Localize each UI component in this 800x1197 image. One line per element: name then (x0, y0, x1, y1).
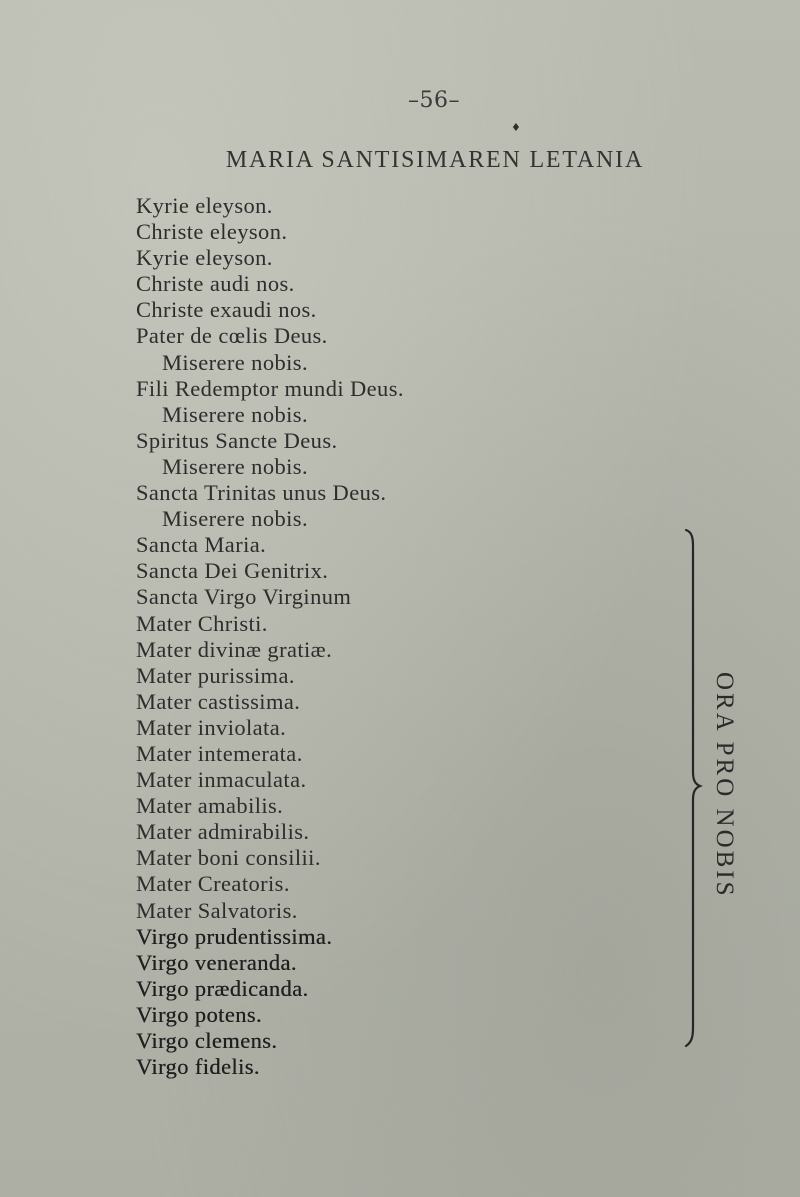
litany-response-line: Miserere nobis. (162, 506, 308, 532)
litany-response-line: Miserere nobis. (162, 401, 308, 427)
litany-line: Mater inviolata. (136, 714, 287, 740)
litany-line: Pater de cœlis Deus. (136, 323, 328, 349)
litany-line: Mater boni consilii. (136, 845, 321, 871)
litany-line: Mater Salvatoris. (136, 897, 298, 923)
litany-line: Sancta Trinitas unus Deus. (136, 480, 387, 506)
litany-list (136, 193, 404, 1080)
litany-line: Sancta Maria. (136, 532, 267, 558)
litany-line: Sancta Virgo Virginum (136, 584, 352, 610)
page-title: MARIA SANTISIMAREN LETANIA (225, 147, 645, 173)
litany-line: Virgo veneranda. (136, 949, 297, 975)
litany-line: Virgo fidelis. (136, 1054, 260, 1080)
litany-line: Virgo prudentissima. (136, 923, 333, 949)
litany-line: Fili Redemptor mundi Deus. (136, 375, 404, 401)
page-number-dash-left: – (408, 88, 420, 113)
litany-line: Mater castissima. (136, 688, 301, 714)
litany-line: Mater Christi. (136, 610, 268, 636)
litany-line: Spiritus Sancte Deus. (136, 427, 338, 453)
litany-response-line: Miserere nobis. (162, 453, 308, 479)
litany-line: Virgo prædicanda. (136, 975, 309, 1001)
litany-line: Mater purissima. (136, 662, 295, 688)
litany-line: Mater amabilis. (136, 793, 284, 819)
litany-line: Mater inmaculata. (136, 767, 307, 793)
ora-pro-nobis-label: ORA PRO NOBIS (711, 672, 738, 899)
page-number-dash-right: – (448, 88, 460, 113)
litany-line: Mater admirabilis. (136, 819, 310, 845)
litany-line: Christe eleyson. (136, 219, 288, 245)
litany-line: Christe exaudi nos. (136, 297, 317, 323)
ornament-icon: ♦ (511, 121, 521, 134)
litany-line: Virgo clemens. (136, 1028, 278, 1053)
page-number (398, 88, 470, 113)
litany-response-line: Miserere nobis. (162, 349, 308, 375)
litany-line: Sancta Dei Genitrix. (136, 558, 329, 584)
litany-line: Mater intemerata. (136, 740, 303, 766)
litany-line: Kyrie eleyson. (136, 245, 273, 271)
page-number-value: 56 (419, 88, 449, 113)
litany-line: Virgo potens. (136, 1001, 262, 1027)
litany-line: Mater Creatoris. (136, 871, 290, 897)
litany-line: Mater divinæ gratiæ. (136, 636, 333, 662)
litany-line: Kyrie eleyson. (136, 193, 273, 218)
litany-line: Christe audi nos. (136, 271, 295, 297)
